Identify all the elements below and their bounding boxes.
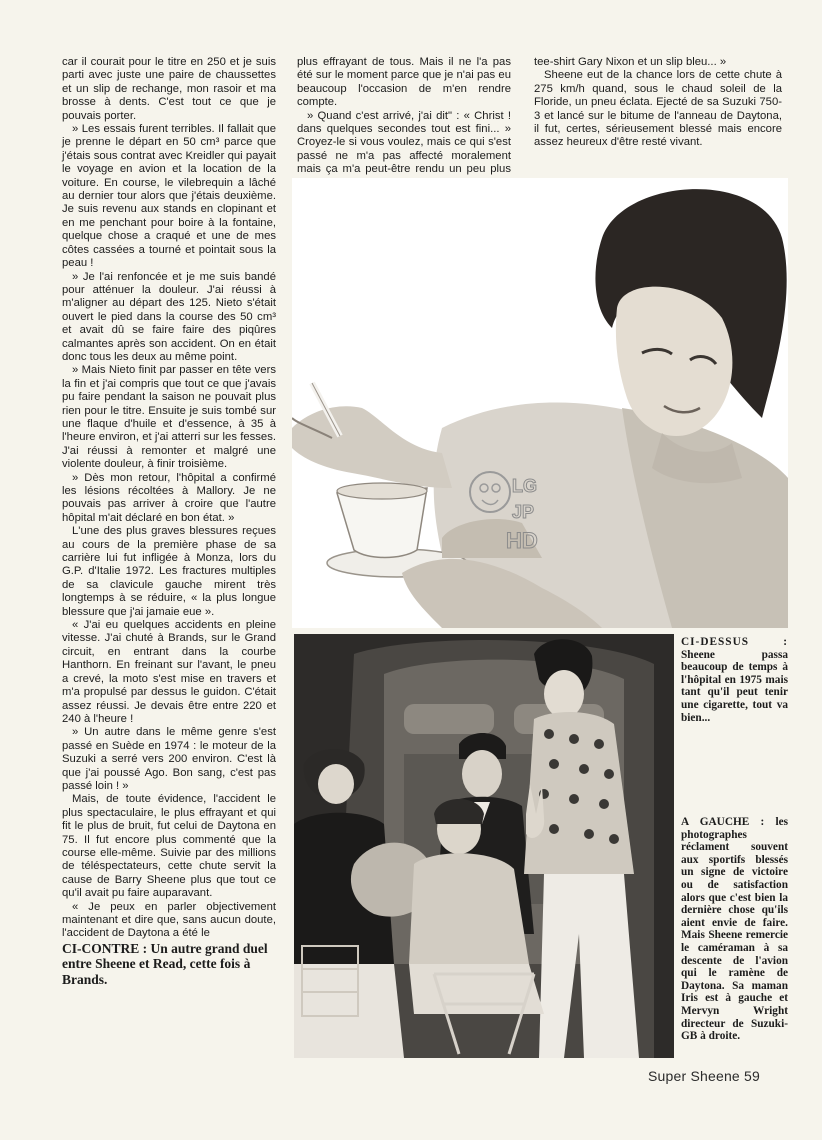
watermark-text-hd: HD	[506, 528, 538, 553]
paragraph: plus effrayant de tous. Mais il ne l'a pas été sur le moment parce que je n'ai pas eu beaucoup l'occasion de m'en rendre compte.	[297, 56, 511, 109]
caption-lead: A GAUCHE :	[681, 816, 765, 828]
paragraph: Mais, de toute évidence, l'accident le plus spectaculaire, le plus effrayant et qui fit le plus de bruit, fut celui de Daytona en 75. Il fut encore plus commenté que la course elle-même. Suivie par des millions de téléspectateurs, cette chute servit la cause de Barry Sheene plus que tout ce qu'il avait pu faire auparavant.	[62, 793, 276, 900]
paragraph: » Quand c'est arrivé, j'ai dit" : « Christ ! dans quelques secondes tout est fini... » Croyez-le si vous voulez, mais ce qui s'est passé ne m'a pas affecté moralement mais ça m'a peut-être rendu un peu plus	[297, 109, 511, 176]
paragraph: » Dès mon retour, l'hôpital a confirmé les lésions récoltées à Mallory. Je ne pouvais pas arriver à croire que l'autre hôpital m'ait déclaré en bon état. »	[62, 471, 276, 524]
photo-sheene-airplane-arrival	[294, 634, 674, 1058]
paragraph: L'une des plus graves blessures reçues au cours de la première phase de sa carrière lui fut infligée à Monza, lors du G.P. d'Italie 1972. Les fractures multiples de sa clavicule gauche mirent très longtemps à se réduire, « la plus longue blessure que j'ai jamaie eue ».	[62, 525, 276, 618]
caption-ci-dessus	[681, 636, 788, 724]
watermark-text-jp: JP	[512, 502, 535, 522]
article-column-3	[534, 56, 782, 150]
paragraph: car il courait pour le titre en 250 et je suis parti avec juste une paire de chaussettes et un slip de rechange, mon rasoir et ma brosse à dents. C'est tout ce que je pouvais porter.	[62, 56, 276, 122]
paragraph: Sheene eut de la chance lors de cette chute à 275 km/h quand, sous le chaud soleil de la Floride, un pneu éclata. Ejecté de sa Suzuki 750-3 et lancé sur le bitume de l'anneau de Daytona, il fut, certes, sérieusement blessé mais encore assez heureux d'être resté vivant.	[534, 69, 782, 149]
paragraph: » Un autre dans le même genre s'est passé en Suède en 1974 : le moteur de la Suzuki a serré vers 200 environ. C'est là que j'ai poussé Ago. Bon sang, c'est pas passé loin ! »	[62, 726, 276, 792]
paragraph: tee-shirt Gary Nixon et un slip bleu... »	[534, 56, 727, 68]
photo-sheene-hospital	[292, 178, 788, 628]
watermark-logo	[468, 462, 552, 558]
paragraph: » Les essais furent terribles. Il fallait que je prenne le départ en 50 cm³ parce que j'étais sous contrat avec Kreidler qui payait le voyage en avion et la location de la voiture. En course, le vilebrequin a lâché au dernier tour alors que j'étais deuxième. Je suis revenu aux stands en clopinant et en me penchant pour boire à la fontaine, quelque chose a craqué et une de mes côtes cassées a tourné et pointait sous la peau !	[62, 123, 276, 270]
paragraph: « Je peux en parler objectivement maintenant et dire que, sans aucun doute, l'accident de Daytona a été le	[62, 900, 276, 940]
caption-lead: CI-DESSUS :	[681, 636, 788, 648]
caption-a-gauche	[681, 816, 788, 1043]
paragraph: » Mais Nieto finit par passer en tête vers la fin et j'ai compris que tout ce que j'avais pu faire pendant la saison ne pouvait plus rien pour le titre. Ensuite je suis tombé sur une flaque d'huile et d'essence, à 35 à l'heure environ, et j'ai atterri sur les fesses. J'ai réussi à remonter et malgré une violente douleur, à finir troisième.	[62, 364, 276, 471]
paragraph: » Je l'ai renfoncée et je me suis bandé pour atténuer la douleur. J'ai réussi à m'aligner au départ des 125. Nieto s'était ouvert le pied dans la course des 50 cm³ et avait dû se faire faire des piqûres calmantes après son accident. On en était donc tous les deux au même point.	[62, 270, 276, 363]
page-footer: Super Sheene 59	[648, 1068, 760, 1084]
paragraph: « J'ai eu quelques accidents en pleine vitesse. J'ai chuté à Brands, sur le Grand circuit, en entrant dans la courbe Hanthorn. En freinant sur l'avant, le pneu a crevé, la moto s'est mise en travers et m'a propulsé par dessus le guidon. C'était assez réussi. Je devais être entre 220 et 240 à l'heure !	[62, 619, 276, 725]
photo-caption-brands: CI-CONTRE : Un autre grand duel entre Sheene et Read, cette fois à Brands.	[62, 940, 268, 987]
caption-text: Sheene passa beaucoup de temps à l'hôpital en 1975 mais tant qu'il peut tenir une cigarette, tout va bien...	[681, 648, 788, 724]
caption-text: les photographes réclament souvent aux sportifs blessés un signe de victoire ou de satisfaction alors que c'est bien la dernière chose qu'ils aient envie de faire. Mais Sheene remercie le caméraman à sa descente de l'avion qui le ramène de Daytona. Sa maman Iris est à gauche et Mervyn Wright directeur de Suzuki-GB à droite.	[681, 816, 788, 1043]
article-column-1	[62, 56, 276, 987]
watermark-text-lg: LG	[512, 476, 537, 496]
